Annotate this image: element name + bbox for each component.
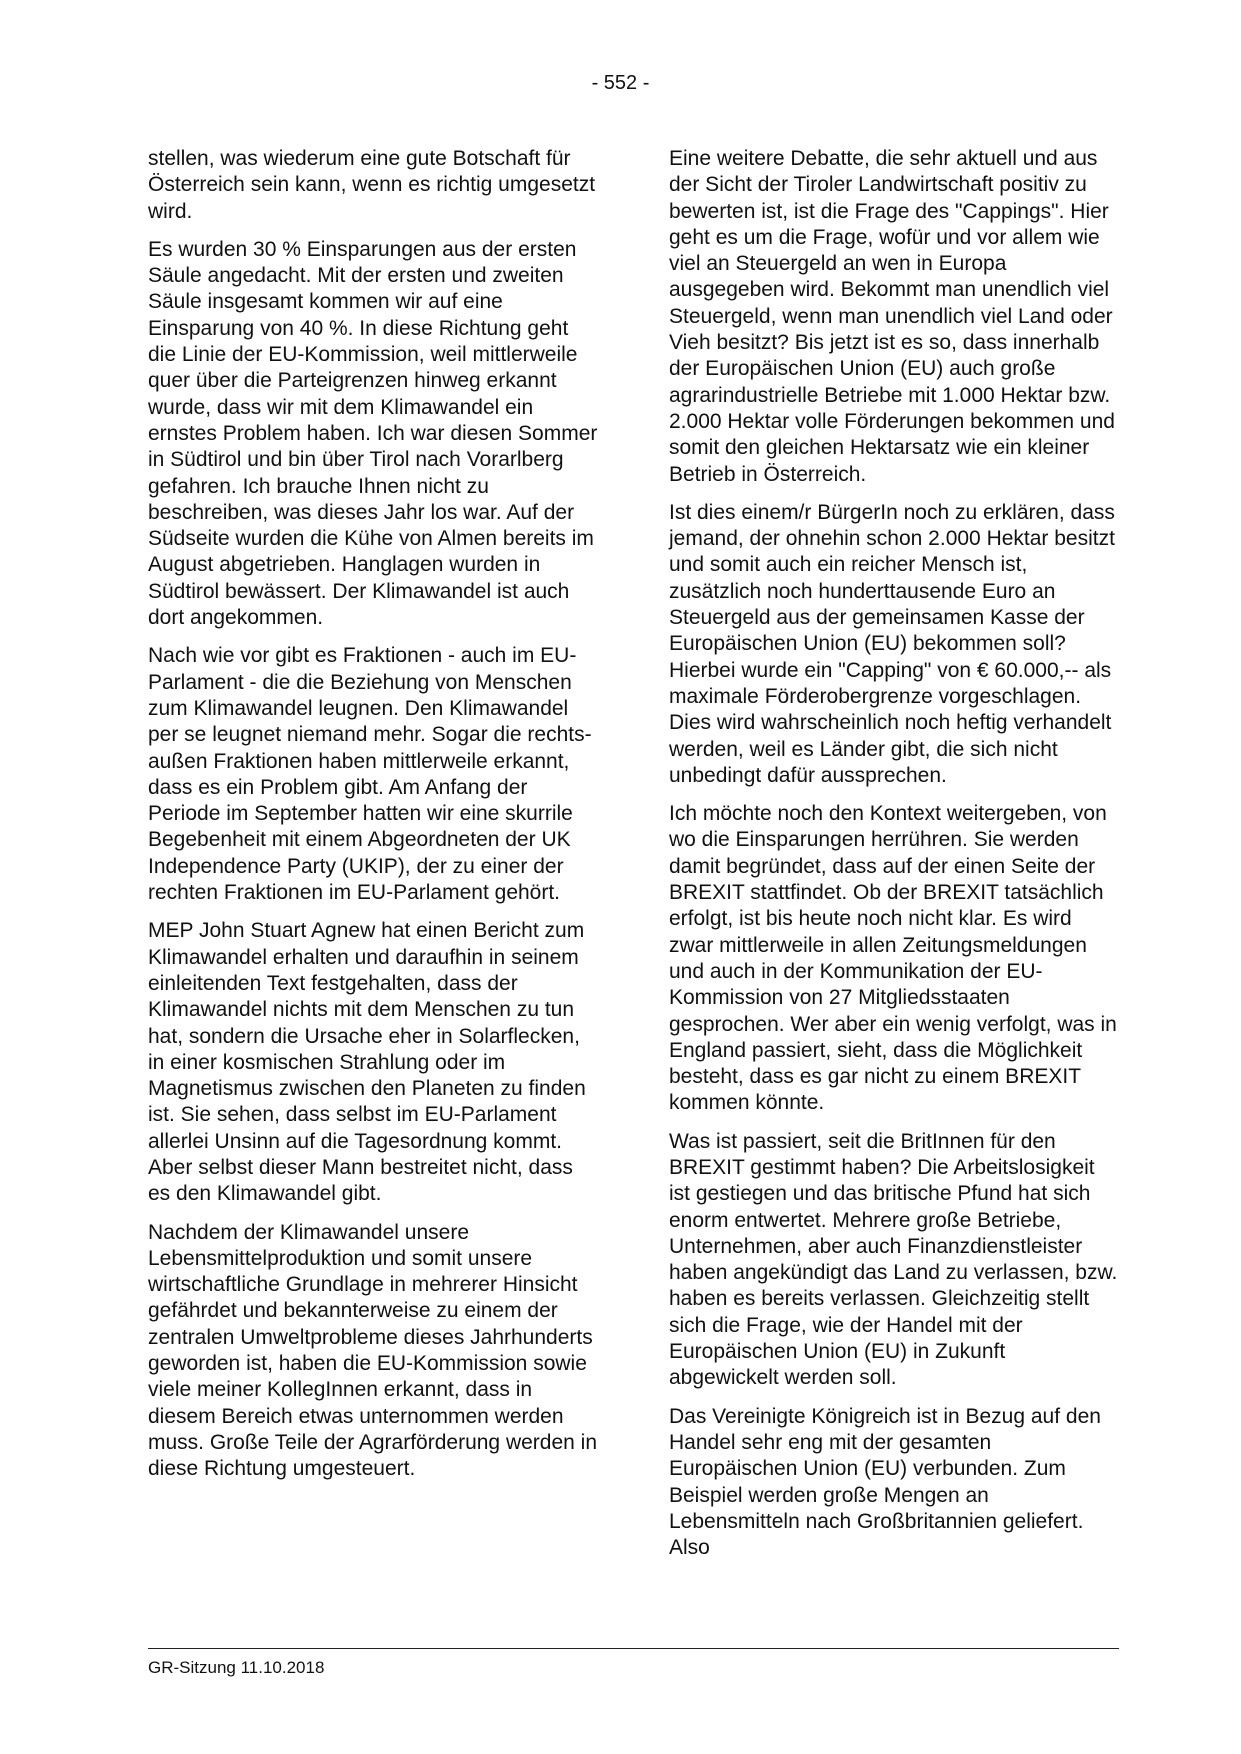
paragraph: Nachdem der Klimawandel unsere Lebensmittelproduktion und somit unsere wirtschaftliche Grundlage in mehrerer Hinsicht gefährdet und bekannterweise zu einem der zentralen Umweltprobleme dieses Jahrhunderts geworden ist, haben die EU-Kommission sowie viele meiner KollegInnen erkannt, dass in diesem Bereich etwas unternommen werden muss. Große Teile der Agrarförderung werden in diese Richtung umgesteuert. xyxy=(148,1220,597,1481)
paragraph: Ich möchte noch den Kontext weitergeben, von wo die Einsparungen herrühren. Sie werden damit begründet, dass auf der einen Seite der BREXIT stattfindet. Ob der BREXIT tatsächlich erfolgt, ist bis heute noch nicht klar. Es wird zwar mittlerweile in allen Zeitungsmeldungen und auch in der Kommunikation der EU-Kommission von 27 Mitgliedsstaaten gesprochen. Wer aber ein wenig verfolgt, was in England passiert, sieht, dass die Möglichkeit besteht, dass es gar nicht zu einem BREXIT kommen könnte. xyxy=(669,802,1117,1115)
left-column xyxy=(148,146,598,1495)
paragraph: Nach wie vor gibt es Fraktionen - auch im EU-Parlament - die die Beziehung von Menschen zum Klimawandel leugnen. Den Klimawandel per se leugnet niemand mehr. Sogar die rechts-außen Fraktionen haben mittlerweile erkannt, dass es ein Problem gibt. Am Anfang der Periode im September hatten wir eine skurrile Begebenheit mit einem Abgeordneten der UK Independence Party (UKIP), der zu einer der rechten Fraktionen im EU-Parlament gehört. xyxy=(148,644,592,905)
paragraph: Ist dies einem/r BürgerIn noch zu erklären, dass jemand, der ohnehin schon 2.000 Hektar besitzt und somit auch ein reicher Mensch ist, zusätzlich noch hunderttausende Euro an Steuergeld aus der gemeinsamen Kasse der Europäischen Union (EU) bekommen soll? Hierbei wurde ein "Capping" von € 60.000,-- als maximale Förderobergrenze vorgeschlagen. Dies wird wahrscheinlich noch heftig verhandelt werden, weil es Länder gibt, die sich nicht unbedingt dafür aussprechen. xyxy=(669,500,1115,787)
paragraph: stellen, was wiederum eine gute Botschaft für Österreich sein kann, wenn es richtig umgesetzt wird. xyxy=(148,147,596,223)
paragraph: Was ist passiert, seit die BritInnen für den BREXIT gestimmt haben? Die Arbeitslosigkeit ist gestiegen und das britische Pfund hat sich enorm entwertet. Mehrere große Betriebe, Unternehmen, aber auch Finanzdienstleister haben angekündigt das Land zu verlassen, bzw. haben es bereits verlassen. Gleichzeitig stellt sich die Frage, wie der Handel mit der Europäischen Union (EU) in Zukunft abgewickelt werden soll. xyxy=(669,1129,1118,1390)
footer-divider xyxy=(148,1648,1119,1649)
paragraph: Das Vereinigte Königreich ist in Bezug auf den Handel sehr eng mit der gesamten Europäischen Union (EU) verbunden. Zum Beispiel werden große Mengen an Lebensmitteln nach Großbritannien geliefert. Also xyxy=(669,1404,1101,1560)
page-number: - 552 - xyxy=(591,72,650,94)
paragraph: MEP John Stuart Agnew hat einen Bericht zum Klimawandel erhalten und daraufhin in seinem einleitenden Text festgehalten, dass der Klimawandel nichts mit dem Menschen zu tun hat, sondern die Ursache eher in Solarflecken, in einer kosmischen Strahlung oder im Magnetismus zwischen den Planeten zu finden ist. Sie sehen, dass selbst im EU-Parlament allerlei Unsinn auf die Tagesordnung kommt. Aber selbst dieser Mann bestreitet nicht, dass es den Klimawandel gibt. xyxy=(148,919,586,1206)
paragraph: Eine weitere Debatte, die sehr aktuell und aus der Sicht der Tiroler Landwirtschaft positiv zu bewerten ist, ist die Frage des "Cappings". Hier geht es um die Frage, wofür und vor allem wie viel an Steuergeld an wen in Europa ausgegeben wird. Bekommt man unendlich viel Steuergeld, wenn man unendlich viel Land oder Vieh besitzt? Bis jetzt ist es so, dass innerhalb der Europäischen Union (EU) auch große agrarindustrielle Betriebe mit 1.000 Hektar bzw. 2.000 Hektar volle Förderungen bekommen und somit den gleichen Hektarsatz wie ein kleiner Betrieb in Österreich. xyxy=(669,147,1115,486)
right-column xyxy=(669,146,1119,1573)
footer-session-date: GR-Sitzung 11.10.2018 xyxy=(148,1658,325,1677)
paragraph: Es wurden 30 % Einsparungen aus der ersten Säule angedacht. Mit der ersten und zweiten Säule insgesamt kommen wir auf eine Einsparung von 40 %. In diese Richtung geht die Linie der EU-Kommission, weil mittlerweile quer über die Parteigrenzen hinweg erkannt wurde, dass wir mit dem Klimawandel ein ernstes Problem haben. Ich war diesen Sommer in Südtirol und bin über Tirol nach Vorarlberg gefahren. Ich brauche Ihnen nicht zu beschreiben, was dieses Jahr los war. Auf der Südseite wurden die Kühe von Almen bereits im August abgetrieben. Hanglagen wurden in Südtirol bewässert. Der Klimawandel ist auch dort angekommen. xyxy=(148,237,598,630)
